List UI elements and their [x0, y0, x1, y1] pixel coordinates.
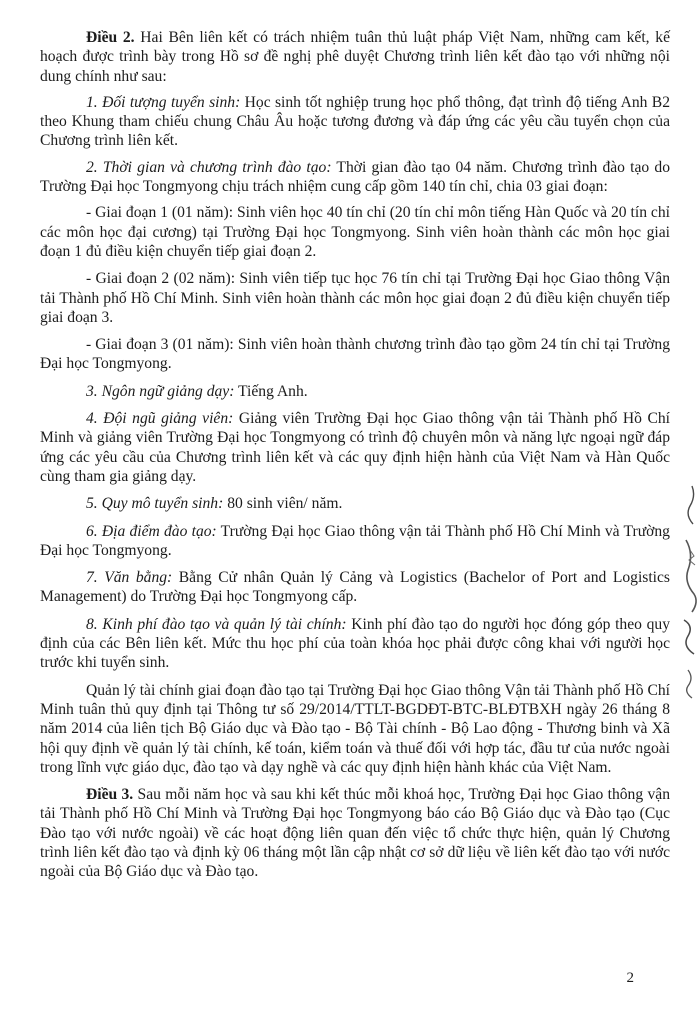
phase-1: - Giai đoạn 1 (01 năm): Sinh viên học 40 tín chỉ (20 tín chỉ môn tiếng Hàn Quốc và 20 tín chỉ các môn học đại cương) tại Trường Đại học Tongmyong. Sinh viên hoàn thành các môn học giai đoạn 1 đủ điều kiện chuyển tiếp giai đoạn 2.: [40, 204, 670, 260]
item-7-text: Bằng Cử nhân Quản lý Cảng và Logistics (Bachelor of Port and Logistics Management) do Trường Đại học Tongmyong cấp.: [40, 569, 670, 606]
item-1: [40, 93, 670, 151]
item-7-label: 7. Văn bằng:: [86, 569, 173, 587]
item-4-text: Giảng viên Trường Đại học Giao thông vận tải Thành phố Hồ Chí Minh và giảng viên Trường Đại học Tongmyong có trình độ chuyên môn và năng lực ngoại ngữ đáp ứng các yêu cầu của Chương trình liên kết và các quy định hiện hành của Việt Nam và Hàn Quốc cùng tham gia giảng dạy.: [40, 410, 670, 485]
item-3-label: 3. Ngôn ngữ giảng dạy:: [86, 382, 235, 400]
item-3-text: Tiếng Anh.: [234, 382, 308, 400]
article-3: [40, 785, 670, 881]
finance-paragraph: Quản lý tài chính giai đoạn đào tạo tại Trường Đại học Giao thông Vận tải Thành phố Hồ Chí Minh tuân thủ quy định tại Thông tư số 29/2014/TTLT-BGDĐT-BTC-BLĐTBXH ngày 26 tháng 8 năm 2014 của liên tịch Bộ Giáo dục và Đào tạo - Bộ Tài chính - Bộ Lao động - Thương binh và Xã hội quy định về quản lý tài chính, kế toán, kiểm toán và thuế đối với hợp tác, đầu tư của nước ngoài trong lĩnh vực giáo dục, đào tạo và dạy nghề và các quy định hiện hành khác của Việt Nam.: [40, 681, 670, 776]
item-2-text: Thời gian đào tạo 04 năm. Chương trình đào tạo do Trường Đại học Tongmyong chịu trách nhiệm cung cấp gồm 140 tín chỉ, chia 03 giai đoạn:: [40, 158, 670, 196]
page-number: 2: [626, 970, 634, 986]
item-6-label: 6. Địa điểm đào tạo:: [86, 522, 217, 540]
item-2-label: 2. Thời gian và chương trình đào tạo:: [86, 158, 332, 176]
article-2-heading: Điều 2.: [86, 29, 135, 46]
item-3: [40, 382, 670, 401]
item-8: [40, 615, 670, 673]
item-7: [40, 568, 670, 607]
item-5: [40, 494, 670, 513]
item-8-label: 8. Kinh phí đào tạo và quản lý tài chính:: [86, 615, 347, 633]
article-2-intro: [40, 28, 670, 86]
article-3-heading: Điều 3.: [86, 786, 134, 804]
stamp-edge-mark: [678, 480, 700, 710]
item-5-text: 80 sinh viên/ năm.: [223, 495, 343, 513]
item-4-label: 4. Đội ngũ giảng viên:: [86, 410, 234, 428]
item-2: [40, 158, 670, 197]
phase-3: - Giai đoạn 3 (01 năm): Sinh viên hoàn thành chương trình đào tạo gồm 24 tín chỉ tại Trường Đại học Tongmyong.: [40, 336, 670, 373]
item-6: [40, 522, 670, 561]
phase-2: - Giai đoạn 2 (02 năm): Sinh viên tiếp tục học 76 tín chỉ tại Trường Đại học Giao thông Vận tải Thành phố Hồ Chí Minh. Sinh viên hoàn thành các môn học giai đoạn 2 đủ điều kiện chuyển tiếp giai đoạn 3.: [40, 270, 670, 326]
item-5-label: 5. Quy mô tuyển sinh:: [86, 495, 224, 513]
item-4: [40, 409, 670, 486]
item-1-text: Học sinh tốt nghiệp trung học phổ thông, đạt trình độ tiếng Anh B2 theo Khung tham chiếu chung Châu Âu hoặc tương đương và đáp ứng các yêu cầu tuyển chọn của Chương trình liên kết.: [40, 93, 670, 150]
article-3-text: Sau mỗi năm học và sau khi kết thúc mỗi khoá học, Trường Đại học Giao thông vận tải Thành phố Hồ Chí Minh và Trường Đại học Tongmyong báo cáo Bộ Giáo dục và Đào tạo (Cục Đào tạo với nước ngoài) về các hoạt động liên quan đến việc tổ chức thực hiện, quản lý Chương trình liên kết đào tạo và định kỳ 06 tháng một lần cập nhật cơ sở dữ liệu về liên kết đào tạo với nước ngoài của Bộ Giáo dục và Đào tạo.: [40, 786, 670, 881]
item-6-text: Trường Đại học Giao thông vận tải Thành phố Hồ Chí Minh và Trường Đại học Tongmyong.: [40, 522, 670, 559]
item-8-text: Kinh phí đào tạo do người học đóng góp theo quy định của các Bên liên kết. Mức thu học phí của toàn khóa học phải được công khai với người học trước khi tuyển sinh.: [40, 615, 670, 672]
article-2-intro-text: Hai Bên liên kết có trách nhiệm tuân thủ luật pháp Việt Nam, những cam kết, kế hoạch được trình bày trong Hồ sơ đề nghị phê duyệt Chương trình liên kết đào tạo với những nội dung chính như sau:: [40, 29, 671, 85]
document-page: [40, 28, 670, 889]
item-1-label: 1. Đối tượng tuyển sinh:: [86, 93, 241, 111]
